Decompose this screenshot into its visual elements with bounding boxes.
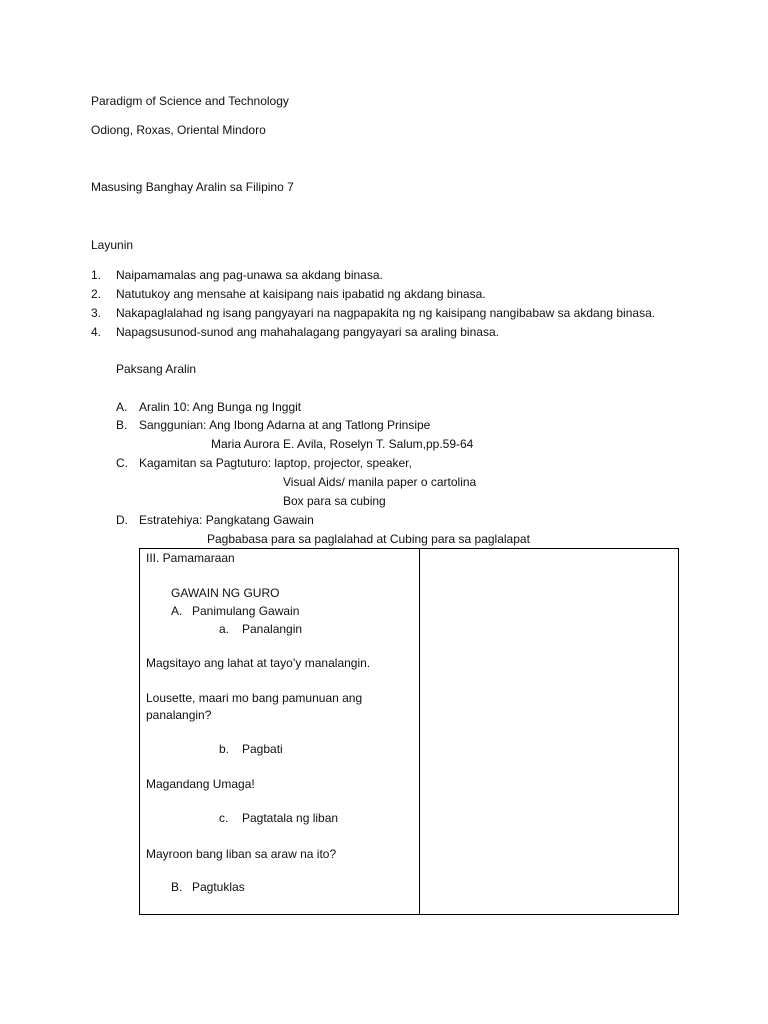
paksang-aralin-heading: Paksang Aralin [116,362,197,376]
item-letter: A. [171,604,183,618]
item-letter: c. [219,811,229,825]
instruction-line: Magsitayo ang lahat at tayo’y manalangin. [146,656,371,670]
objective-text: Napagsusunod-sunod ang mahahalagang pangyayari sa araling binasa. [116,325,499,339]
section-heading: III. Pamamaraan [146,551,235,565]
procedure-table [139,548,679,915]
instruction-line: Mayroon bang liban sa araw na ito? [146,847,337,861]
sanggunian: Sanggunian: Ang Ibong Adarna at ang Tatlong Prinsipe [139,418,431,432]
objective-number: 4. [91,325,102,339]
item-letter: B. [171,880,183,894]
item-letter: A. [116,400,128,414]
pagtatala-ng-liban: Pagtatala ng liban [242,811,339,825]
school-address: Odiong, Roxas, Oriental Mindoro [91,123,266,137]
layunin-heading: Layunin [91,238,134,252]
item-letter: b. [219,742,230,756]
objective-number: 3. [91,306,102,320]
panimulang-gawain: Panimulang Gawain [192,604,300,618]
instruction-line: Lousette, maari mo bang pamunuan ang [146,691,363,705]
sanggunian-authors: Maria Aurora E. Avila, Roselyn T. Salum,pp.59-64 [211,437,474,451]
instruction-line: Magandang Umaga! [146,777,255,791]
objective-text: Naipamamalas ang pag-unawa sa akdang binasa. [116,268,383,282]
item-letter: a. [219,622,230,636]
objective-number: 1. [91,268,102,282]
pagtuklas: Pagtuklas [192,880,245,894]
objective-text: Natutukoy ang mensahe at kaisipang nais ipabatid ng akdang binasa. [116,287,486,301]
pagbati: Pagbati [242,742,283,756]
panalangin: Panalangin [242,622,303,636]
item-letter: B. [116,418,128,432]
estratehiya: Estratehiya: Pangkatang Gawain [139,513,314,527]
objective-text: Nakapaglalahad ng isang pangyayari na nagpapakita ng ng kaisipang nangibabaw sa akdang binasa. [116,306,656,320]
student-activity-cell [420,549,679,915]
kagamitan: Kagamitan sa Pagtuturo: laptop, projector, speaker, [139,456,412,470]
estratehiya-cont: Pagbabasa para sa paglalahad at Cubing para sa paglalapat [207,532,530,546]
item-letter: D. [116,513,128,527]
instruction-line: panalangin? [146,708,212,722]
teacher-activity-cell [140,549,420,915]
objective-number: 2. [91,287,102,301]
aralin-title: Aralin 10: Ang Bunga ng Inggit [139,400,302,414]
document-title: Masusing Banghay Aralin sa Filipino 7 [91,180,294,194]
item-letter: C. [116,456,128,470]
school-name: Paradigm of Science and Technology [91,94,289,108]
kagamitan-cont: Visual Aids/ manila paper o cartolina [283,475,477,489]
gawain-heading: GAWAIN NG GURO [171,586,280,600]
kagamitan-cont: Box para sa cubing [283,494,386,508]
